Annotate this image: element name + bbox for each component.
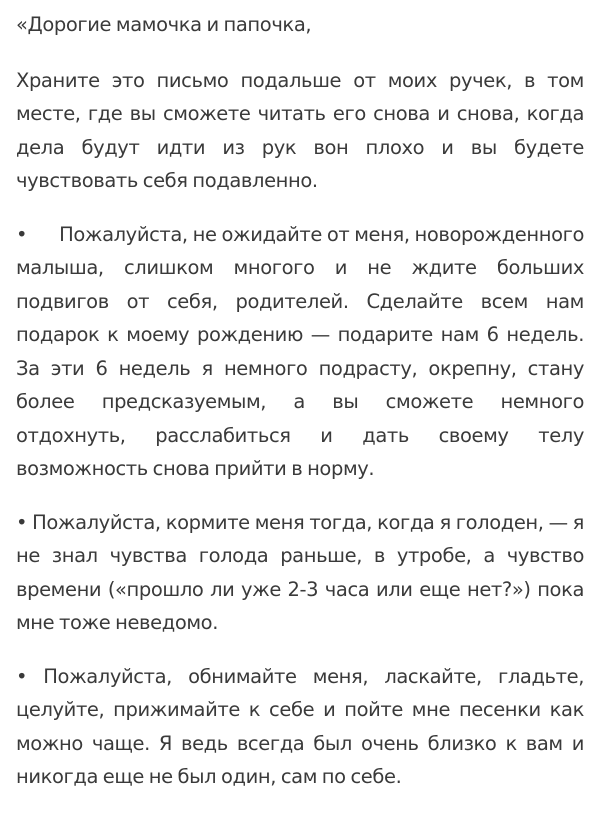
bullet-icon: • — [16, 510, 28, 534]
bullet-paragraph-expectations — [16, 218, 584, 486]
bullet-text: Пожалуйста, не ожидайте от меня, новорожденного малыша, слишком многого и не ждите больших подвигов от себя, родителей. Сделайте всем нам подарок к моему рождению — подарите нам 6 недель. За эти 6 недель я немного подрасту, окрепну, стану более предсказуемым, а вы сможете немного отдохнуть, расслабиться и дать своему телу возможность снова прийти в норму. — [16, 222, 584, 480]
bullet-icon: • — [16, 222, 28, 246]
bullet-paragraph-feeding — [16, 506, 584, 640]
bullet-text: Пожалуйста, обнимайте меня, ласкайте, гладьте, целуйте, прижимайте к себе и пойте мне песенки как можно чаще. Я ведь всегда был очень близко к вам и никогда еще не был один, сам по себе. — [16, 664, 584, 788]
bullet-paragraph-affection — [16, 660, 584, 794]
bullet-icon: • — [16, 664, 28, 688]
letter-document — [16, 8, 584, 814]
bullet-text: Пожалуйста, кормите меня тогда, когда я голоден, — я не знал чувства голода раньше, в утробе, а чувство времени («прошло ли уже 2-3 часа или еще нет?») пока мне тоже неведомо. — [16, 510, 584, 634]
letter-greeting: «Дорогие мамочка и папочка, — [16, 13, 312, 36]
intro-paragraph: Храните это письмо подальше от моих ручек, в том месте, где вы сможете читать его снова и снова, когда дела будут идти из рук вон плохо и вы будете чувствовать себя подавленно. — [16, 68, 584, 192]
